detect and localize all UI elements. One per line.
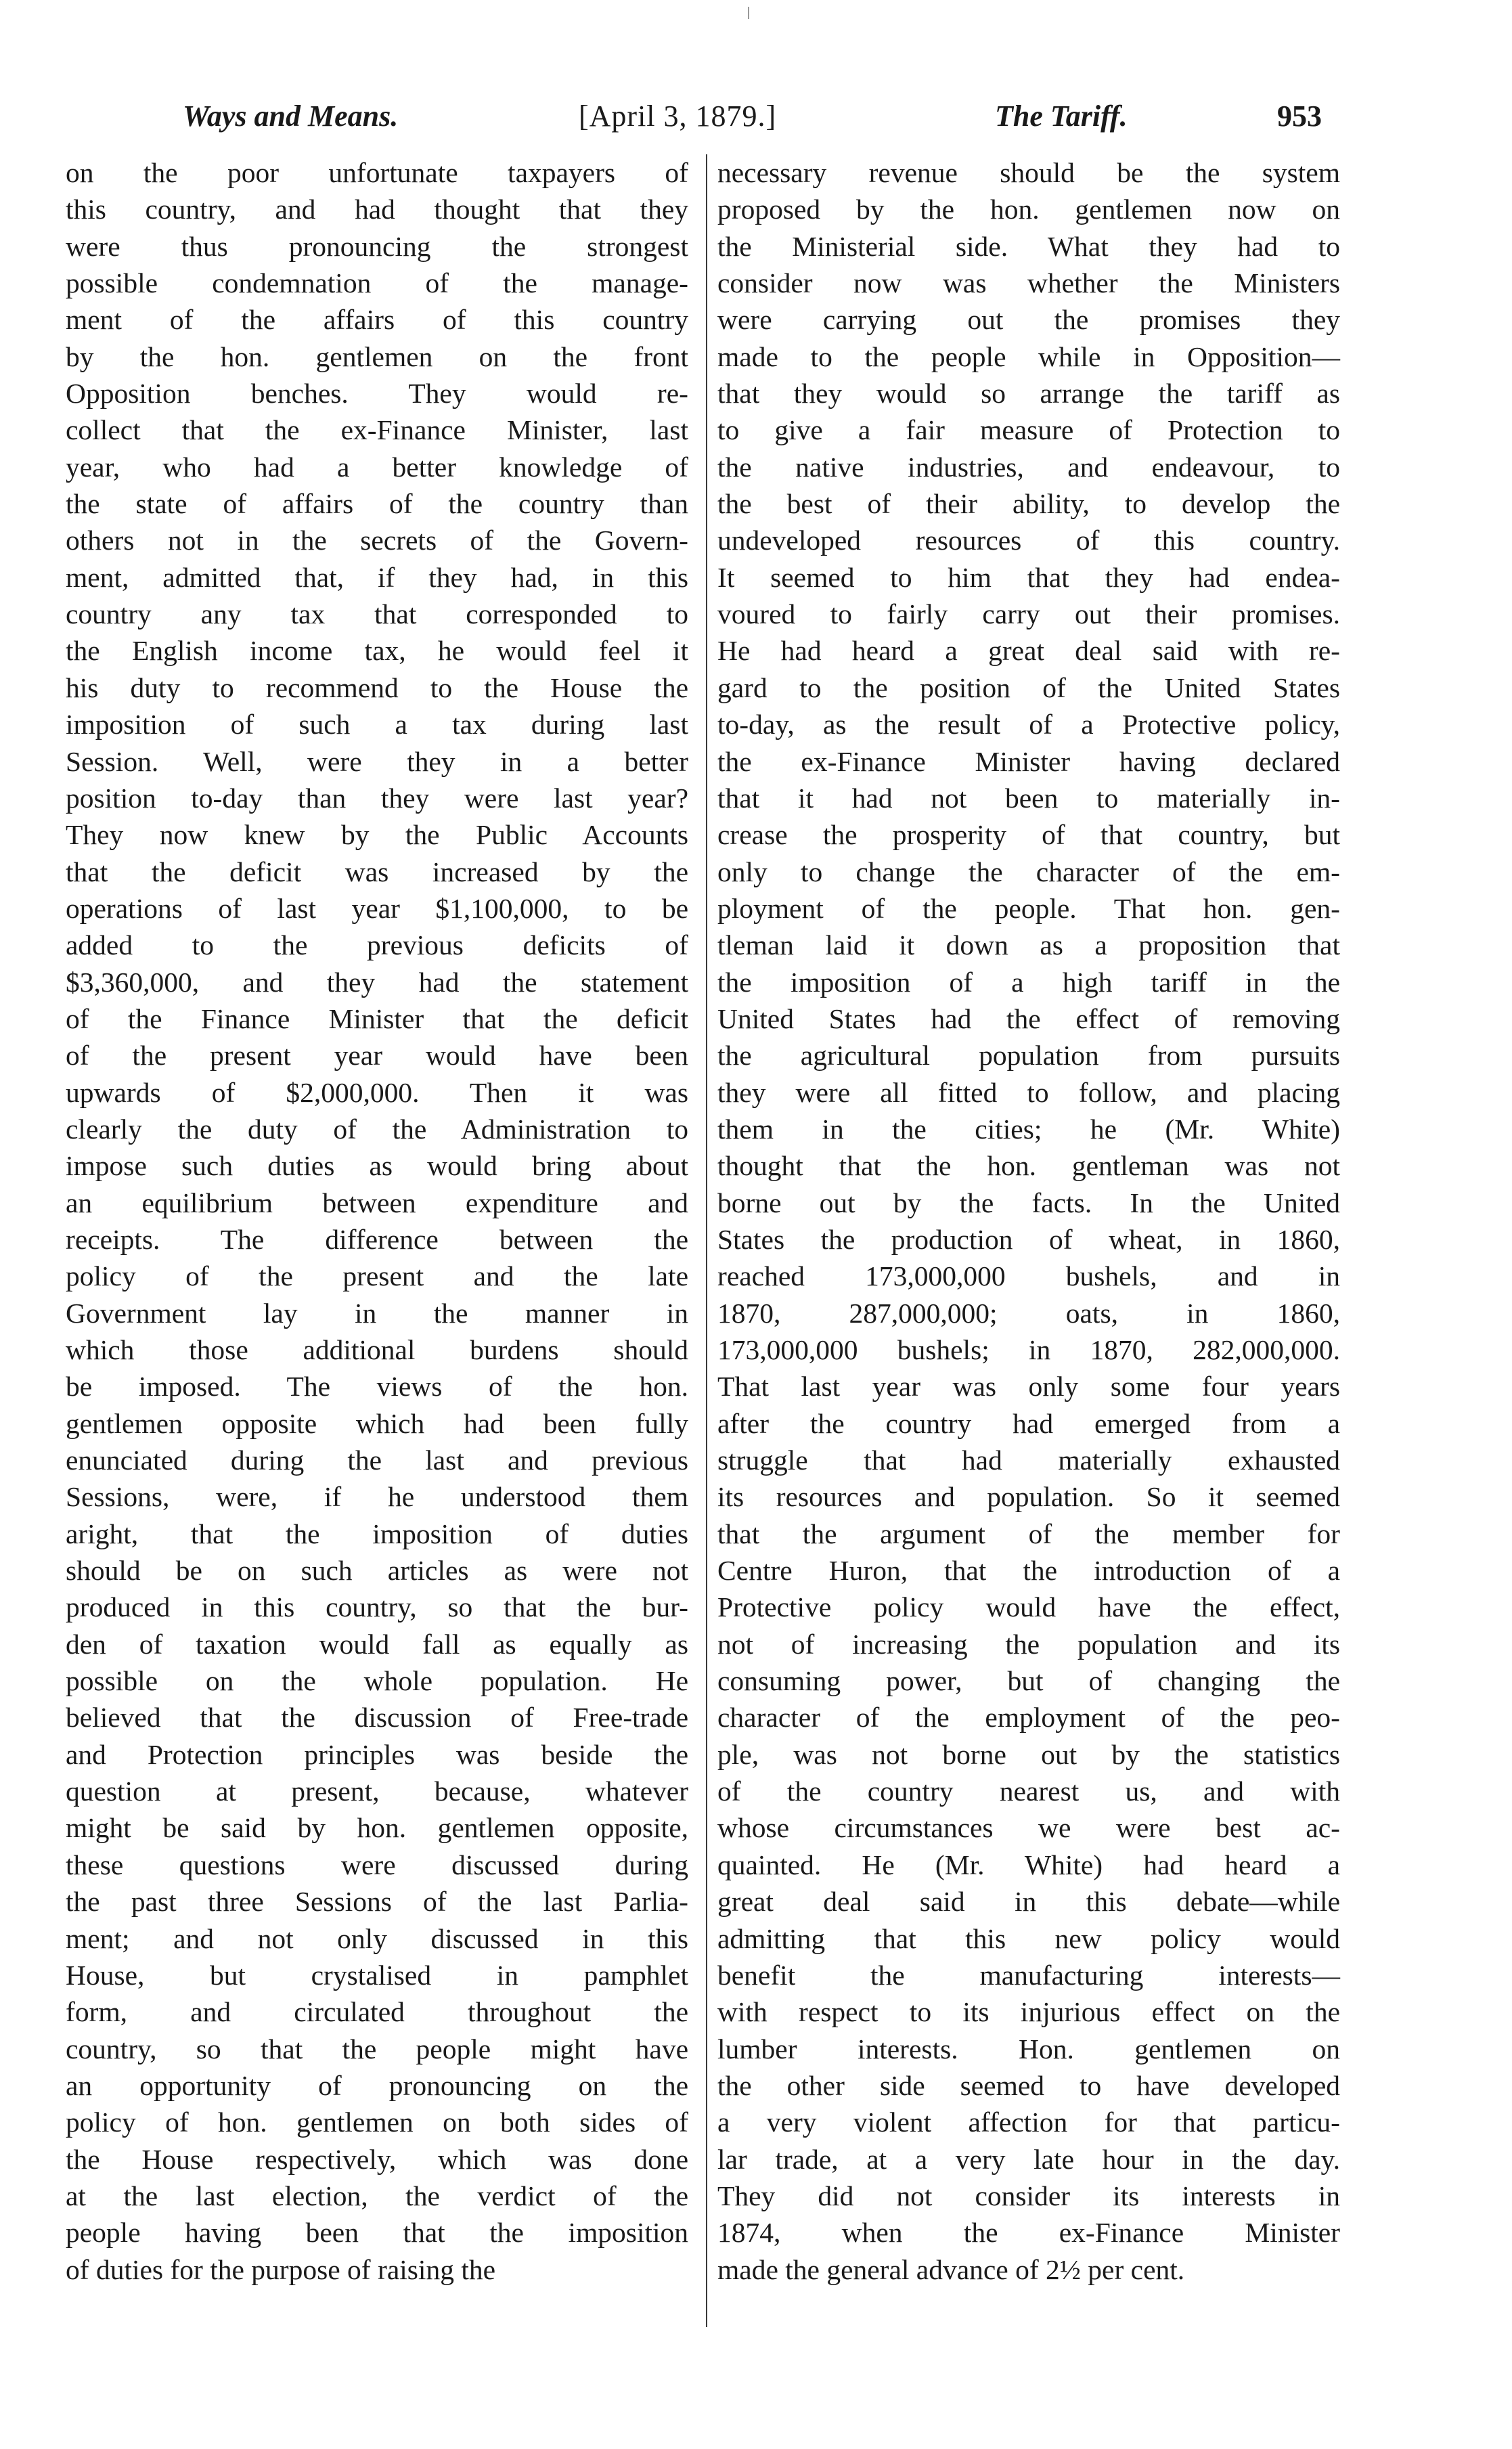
text-line: of the Finance Minister that the deficit	[66, 1002, 688, 1034]
text-line: position to-day than they were last year?	[66, 782, 688, 814]
text-line: Sessions, were, if he understood them	[66, 1481, 688, 1513]
text-line: the best of their ability, to develop the	[717, 488, 1340, 520]
text-line: an equilibrium between expenditure and	[66, 1187, 688, 1218]
text-line: the ex-Finance Minister having declared	[717, 745, 1340, 777]
text-line: den of taxation would fall as equally as	[66, 1628, 688, 1660]
text-line: an opportunity of pronouncing on the	[66, 2069, 688, 2101]
text-line: consuming power, but of changing the	[717, 1665, 1340, 1697]
text-line: They now knew by the Public Accounts	[66, 819, 688, 851]
text-line: the House respectively, which was done	[66, 2143, 688, 2175]
text-line: clearly the duty of the Administration to	[66, 1113, 688, 1145]
text-line: 1874, when the ex-Finance Minister	[717, 2217, 1340, 2249]
left-column	[66, 154, 688, 2288]
text-line: They did not consider its interests in	[717, 2180, 1340, 2211]
text-line: United States had the effect of removing	[717, 1002, 1340, 1034]
text-line: great deal said in this debate—while	[717, 1886, 1340, 1918]
text-line: added to the previous deficits of	[66, 929, 688, 961]
text-line: country any tax that corresponded to	[66, 598, 688, 630]
text-line: country, so that the people might have	[66, 2033, 688, 2065]
text-line: a very violent affection for that particu-	[717, 2106, 1340, 2138]
text-line: and Protection principles was beside the	[66, 1738, 688, 1770]
text-line: form, and circulated throughout the	[66, 1996, 688, 2028]
text-line: $3,360,000, and they had the statement	[66, 966, 688, 998]
page-header	[0, 80, 1512, 141]
column-divider	[706, 154, 707, 2327]
text-line: enunciated during the last and previous	[66, 1444, 688, 1476]
text-line: voured to fairly carry out their promises.	[717, 598, 1340, 630]
text-line: made the general advance of 2½ per cent.	[717, 2253, 1185, 2285]
text-line: they were all fitted to follow, and placing	[717, 1076, 1340, 1108]
text-line: its resources and population. So it seemed	[717, 1481, 1340, 1513]
text-line: that they would so arrange the tariff as	[717, 378, 1340, 410]
text-line: on the poor unfortunate taxpayers of	[66, 157, 688, 188]
text-line: Opposition benches. They would re-	[66, 378, 688, 410]
text-line: the native industries, and endeavour, to	[717, 451, 1340, 483]
text-line: It seemed to him that they had endea-	[717, 561, 1340, 593]
text-line: only to change the character of the em-	[717, 856, 1340, 887]
text-line: States the production of wheat, in 1860,	[717, 1223, 1340, 1255]
text-line: borne out by the facts. In the United	[717, 1187, 1340, 1218]
text-line: after the country had emerged from a	[717, 1407, 1340, 1439]
text-line: reached 173,000,000 bushels, and in	[717, 1260, 1340, 1292]
right-column	[717, 154, 1340, 2288]
text-line: Session. Well, were they in a better	[66, 745, 688, 777]
text-line: them in the cities; he (Mr. White)	[717, 1113, 1340, 1145]
text-line: receipts. The difference between the	[66, 1223, 688, 1255]
text-line: others not in the secrets of the Govern-	[66, 525, 688, 556]
text-line: of duties for the purpose of raising the	[66, 2253, 496, 2285]
text-line: the agricultural population from pursuits	[717, 1040, 1340, 1072]
text-line: That last year was only some four years	[717, 1371, 1340, 1403]
running-head-date: [April 3, 1879.]	[579, 100, 777, 133]
text-line: upwards of $2,000,000. Then it was	[66, 1076, 688, 1108]
text-line: the Ministerial side. What they had to	[717, 230, 1340, 262]
text-line: undeveloped resources of this country.	[717, 525, 1340, 556]
text-line: lar trade, at a very late hour in the day.	[717, 2143, 1340, 2175]
text-line: possible on the whole population. He	[66, 1665, 688, 1697]
text-line: that it had not been to materially in-	[717, 782, 1340, 814]
text-line: aright, that the imposition of duties	[66, 1518, 688, 1549]
text-line: people having been that the imposition	[66, 2217, 688, 2249]
text-line: these questions were discussed during	[66, 1849, 688, 1880]
text-line: to give a fair measure of Protection to	[717, 414, 1340, 446]
text-line: whose circumstances we were best ac-	[717, 1812, 1340, 1844]
text-line: imposition of such a tax during last	[66, 709, 688, 741]
text-line: were thus pronouncing the strongest	[66, 230, 688, 262]
text-line: that the argument of the member for	[717, 1518, 1340, 1549]
text-line: He had heard a great deal said with re-	[717, 635, 1340, 667]
text-line: House, but crystalised in pamphlet	[66, 1959, 688, 1991]
text-line: of the present year would have been	[66, 1040, 688, 1072]
text-line: to-day, as the result of a Protective policy,	[717, 709, 1340, 741]
text-line: impose such duties as would bring about	[66, 1150, 688, 1182]
text-line: at the last election, the verdict of the	[66, 2180, 688, 2211]
text-line: Centre Huron, that the introduction of a	[717, 1555, 1340, 1587]
text-line: 1870, 287,000,000; oats, in 1860,	[717, 1297, 1340, 1329]
text-line: benefit the manufacturing interests—	[717, 1959, 1340, 1991]
text-line: operations of last year $1,100,000, to be	[66, 892, 688, 924]
text-line: the past three Sessions of the last Parlia-	[66, 1886, 688, 1918]
text-line: the imposition of a high tariff in the	[717, 966, 1340, 998]
text-line: should be on such articles as were not	[66, 1555, 688, 1587]
text-line: of the country nearest us, and with	[717, 1775, 1340, 1807]
running-head-left: Ways and Means.	[183, 100, 399, 133]
text-line: be imposed. The views of the hon.	[66, 1371, 688, 1403]
text-line: produced in this country, so that the bur-	[66, 1591, 688, 1623]
text-line: admitting that this new policy would	[717, 1922, 1340, 1954]
text-line: possible condemnation of the manage-	[66, 267, 688, 299]
text-line: the English income tax, he would feel it	[66, 635, 688, 667]
text-line: ment; and not only discussed in this	[66, 1922, 688, 1954]
text-line: thought that the hon. gentleman was not	[717, 1150, 1340, 1182]
text-line: consider now was whether the Ministers	[717, 267, 1340, 299]
text-line: necessary revenue should be the system	[717, 157, 1340, 188]
text-line: gard to the position of the United States	[717, 671, 1340, 703]
text-line: collect that the ex-Finance Minister, last	[66, 414, 688, 446]
text-line: proposed by the hon. gentlemen now on	[717, 194, 1340, 225]
text-line: year, who had a better knowledge of	[66, 451, 688, 483]
text-line: which those additional burdens should	[66, 1334, 688, 1365]
running-head-right: The Tariff.	[995, 100, 1128, 133]
text-line: his duty to recommend to the House the	[66, 671, 688, 703]
text-line: not of increasing the population and its	[717, 1628, 1340, 1660]
text-line: 173,000,000 bushels; in 1870, 282,000,000.	[717, 1334, 1340, 1365]
text-line: might be said by hon. gentlemen opposite,	[66, 1812, 688, 1844]
text-line: quainted. He (Mr. White) had heard a	[717, 1849, 1340, 1880]
scan-mark	[748, 7, 749, 19]
text-line: by the hon. gentlemen on the front	[66, 340, 688, 372]
text-line: crease the prosperity of that country, but	[717, 819, 1340, 851]
text-line: ment of the affairs of this country	[66, 304, 688, 336]
text-line: ple, was not borne out by the statistics	[717, 1738, 1340, 1770]
text-line: with respect to its injurious effect on the	[717, 1996, 1340, 2028]
text-line: struggle that had materially exhausted	[717, 1444, 1340, 1476]
text-line: were carrying out the promises they	[717, 304, 1340, 336]
text-line: believed that the discussion of Free-trade	[66, 1702, 688, 1734]
text-line: Government lay in the manner in	[66, 1297, 688, 1329]
text-line: that the deficit was increased by the	[66, 856, 688, 887]
text-line: made to the people while in Opposition—	[717, 340, 1340, 372]
text-line: ployment of the people. That hon. gen-	[717, 892, 1340, 924]
text-line: this country, and had thought that they	[66, 194, 688, 225]
text-line: the other side seemed to have developed	[717, 2069, 1340, 2101]
text-line: lumber interests. Hon. gentlemen on	[717, 2033, 1340, 2065]
text-line: gentlemen opposite which had been fully	[66, 1407, 688, 1439]
text-line: policy of the present and the late	[66, 1260, 688, 1292]
text-line: tleman laid it down as a proposition that	[717, 929, 1340, 961]
page-number: 953	[1277, 100, 1322, 133]
text-line: character of the employment of the peo-	[717, 1702, 1340, 1734]
text-line: ment, admitted that, if they had, in this	[66, 561, 688, 593]
text-line: the state of affairs of the country than	[66, 488, 688, 520]
text-line: question at present, because, whatever	[66, 1775, 688, 1807]
text-line: Protective policy would have the effect,	[717, 1591, 1340, 1623]
text-line: policy of hon. gentlemen on both sides of	[66, 2106, 688, 2138]
